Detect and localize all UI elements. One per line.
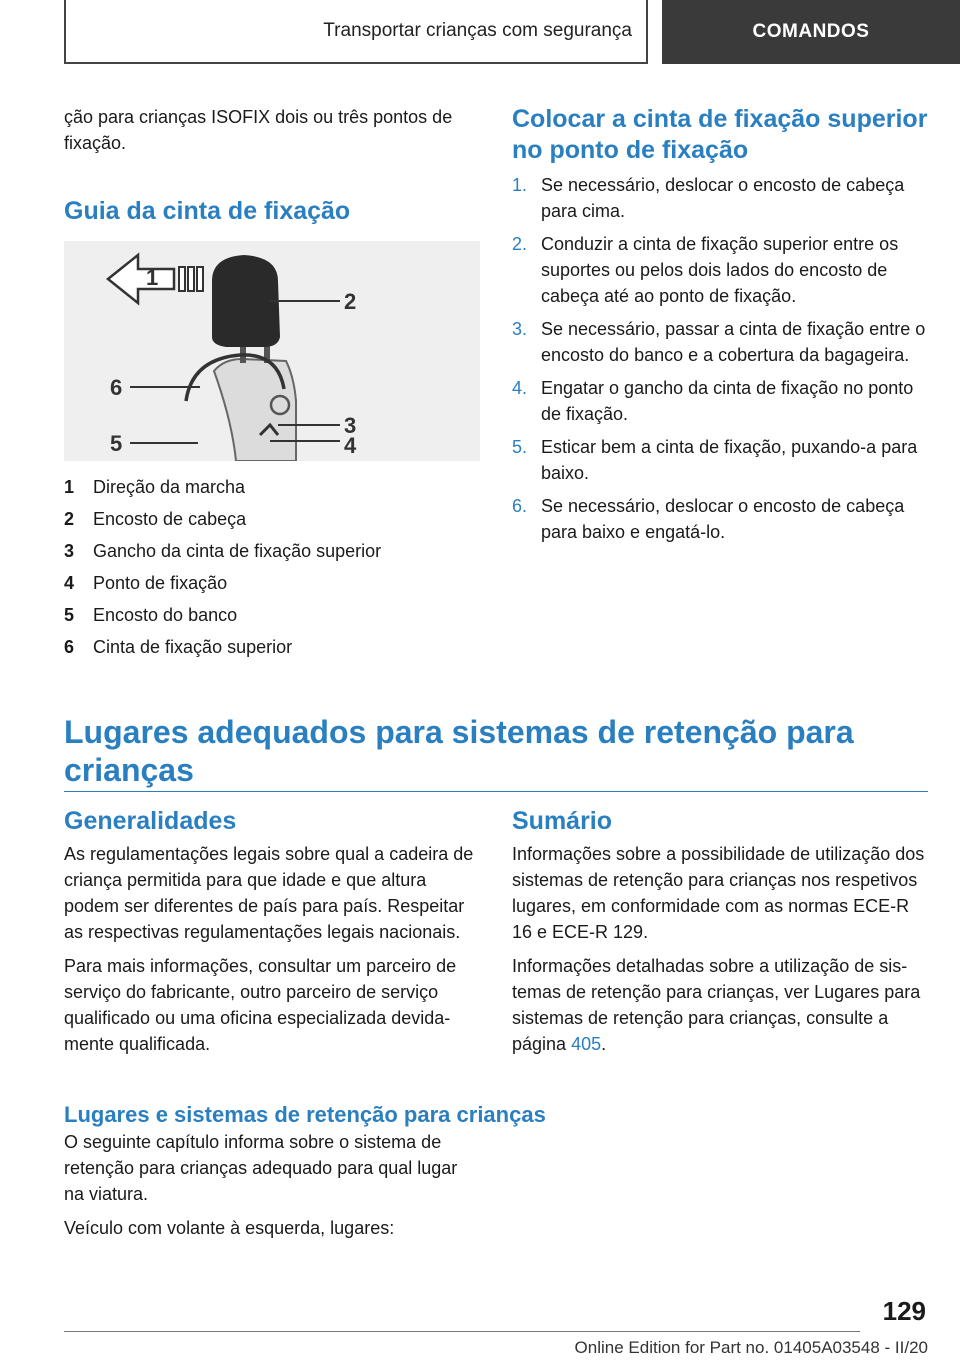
section-divider: [64, 791, 928, 792]
generalidades-heading: Generalidades: [64, 807, 237, 835]
legend-item: [64, 599, 480, 631]
legend-label: Encosto de cabeça: [93, 509, 247, 529]
fig-label-6: 6: [110, 375, 123, 400]
section-title-text: Transportar crianças com segurança: [323, 20, 632, 41]
legend-item: [64, 535, 480, 567]
step-item: [512, 434, 928, 486]
page-number: 129: [882, 1296, 926, 1326]
step-item: [512, 231, 928, 309]
step-text: Engatar o gancho da cinta de fixação no ponto de fixação.: [541, 378, 914, 424]
right-column-top: [512, 104, 928, 552]
header-section-title: [64, 0, 648, 64]
sumario-text: Informações detalhadas sobre a utilização de sistemas de retenção para crianças, ver Lugares para sistemas de retenção para crianças, consulte a página: [512, 956, 921, 1054]
guide-heading: Guia da cinta de fixação: [64, 197, 351, 225]
legend-item: [64, 471, 480, 503]
lugares-paragraph: Veículo com volante à esquerda, lugares:: [64, 1218, 395, 1238]
lugares-heading: Lugares e sistemas de retenção para crianças: [64, 1102, 546, 1127]
sumario-block: [512, 806, 928, 1065]
sumario-paragraph: [512, 953, 928, 1057]
section-block: [64, 713, 928, 789]
step-number: 6.: [512, 496, 528, 516]
page-reference-link[interactable]: 405: [571, 1034, 602, 1054]
step-item: [512, 493, 928, 545]
legend-item: [64, 631, 480, 663]
footer-edition: Online Edition for Part no. 01405A03548 - II/20: [574, 1338, 928, 1357]
lugares-block: [64, 1101, 604, 1249]
generalidades-paragraph: Para mais informações, consultar um parceiro de serviço do fabricante, outro parceiro de serviço qualificado ou uma oficina especializada devidamente qualificada.: [64, 956, 457, 1054]
step-number: 4.: [512, 378, 528, 398]
figure-legend: [64, 471, 480, 663]
section-title: Lugares adequados para sistemas de retenção para crianças: [64, 714, 854, 788]
fig-label-5: 5: [110, 431, 123, 456]
legend-number: 4: [64, 573, 75, 593]
generalidades-paragraph: As regulamentações legais sobre qual a cadeira de criança permitida para que idade e que altura podem ser diferentes de país para país. Respeitar as respectivas regulamentações legais nacionais.: [64, 844, 474, 942]
step-item: [512, 172, 928, 224]
step-text: Se necessário, deslocar o encosto de cabeça para cima.: [541, 175, 905, 221]
legend-label: Encosto do banco: [93, 605, 238, 625]
legend-label: Gancho da cinta de fixação superior: [93, 541, 382, 561]
legend-item: [64, 503, 480, 535]
generalidades-block: [64, 806, 480, 1065]
step-number: 1.: [512, 175, 528, 195]
intro-paragraph: ção para crianças ISOFIX dois ou três pontos de fixação.: [64, 107, 453, 153]
headrest-figure: [64, 241, 480, 461]
attach-steps: [512, 172, 928, 545]
fig-label-2: 2: [344, 289, 357, 314]
step-number: 3.: [512, 319, 528, 339]
fig-label-4: 4: [344, 433, 357, 458]
legend-number: 6: [64, 637, 75, 657]
legend-number: 2: [64, 509, 75, 529]
step-text: Esticar bem a cinta de fixação, puxando-a para baixo.: [541, 437, 918, 483]
sumario-text-end: .: [601, 1034, 607, 1054]
legend-label: Cinta de fixação superior: [93, 637, 293, 657]
legend-number: 3: [64, 541, 75, 561]
header-chapter-tab[interactable]: [662, 0, 960, 64]
step-text: Conduzir a cinta de fixação superior entre os suportes ou pelos dois lados do encosto de cabeça até ao ponto de fixação.: [541, 234, 899, 306]
sumario-paragraph: Informações sobre a possibilidade de utilização dos sistemas de retenção para crianças nos respetivos lugares, em conformidade com as normas ECE-R 16 e ECE-R 129.: [512, 844, 925, 942]
left-column-top: [64, 104, 480, 663]
sumario-heading: Sumário: [512, 807, 613, 835]
legend-label: Ponto de fixação: [93, 573, 228, 593]
fig-label-1: 1: [146, 265, 159, 290]
legend-item: [64, 567, 480, 599]
step-item: [512, 375, 928, 427]
legend-number: 5: [64, 605, 75, 625]
lugares-paragraph: O seguinte capítulo informa sobre o sistema de retenção para crianças adequado para qual lugar na viatura.: [64, 1132, 458, 1204]
step-text: Se necessário, passar a cinta de fixação entre o encosto do banco e a cobertura da bagageira.: [541, 319, 926, 365]
chapter-text: COMANDOS: [752, 21, 870, 42]
legend-number: 1: [64, 477, 75, 497]
footer-divider: [64, 1331, 860, 1332]
step-item: [512, 316, 928, 368]
legend-label: Direção da marcha: [93, 477, 246, 497]
step-number: 5.: [512, 437, 528, 457]
step-number: 2.: [512, 234, 528, 254]
step-text: Se necessário, deslocar o encosto de cabeça para baixo e engatá-lo.: [541, 496, 905, 542]
fig-label-3: 3: [344, 413, 357, 438]
attach-heading: Colocar a cinta de fixação superior no ponto de fixação: [512, 105, 928, 164]
headrest-diagram: [64, 241, 480, 461]
